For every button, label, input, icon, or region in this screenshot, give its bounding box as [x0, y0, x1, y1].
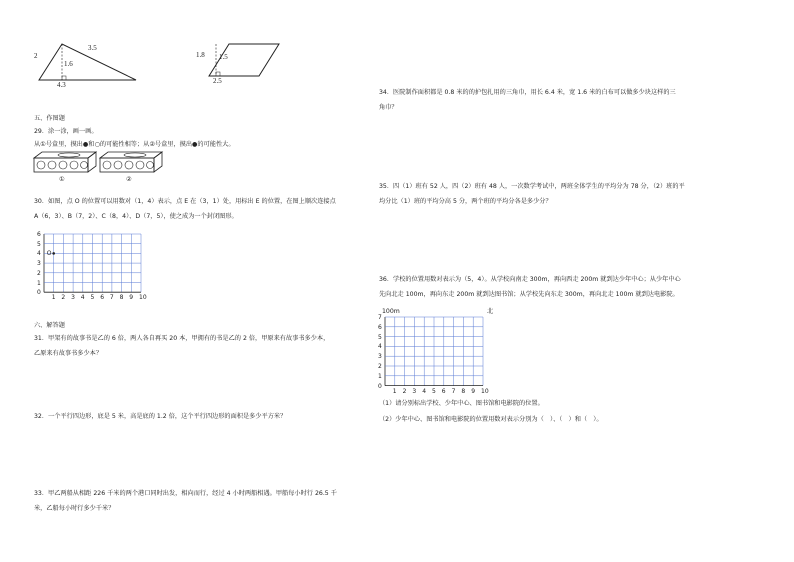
q36-line2: 先向北走 100m，再向东走 200m 就到达图书馆；从学校先向东走 300m，再向北走 100m 就到达电影院。 [379, 291, 679, 298]
q33-line2: 米，乙船每小时行多少千米？ [34, 505, 115, 512]
q29-text: 29．涂一涂，画一画。 [34, 128, 98, 135]
point-o-label: O [46, 250, 52, 258]
q30-xtick: 7 [109, 294, 114, 302]
point-o [52, 252, 55, 255]
q35-line2: 均分比（1）班的平均分高 5 分，两个班的平均分各是多少分？ [379, 198, 552, 205]
q30-ytick: 3 [37, 260, 41, 268]
q31-line1: 31．甲架有的故事书是乙的 6 倍，两人各自再买 20 本，甲拥有的书是乙的 2 倍，甲原来有故事书多少本， [34, 335, 330, 342]
q30-ytick: 0 [37, 289, 41, 297]
triangle-side-b: 3.5 [88, 44, 97, 52]
q36-ytick: 0 [378, 382, 382, 390]
q30-line2: A（6，3）、B（7，2）、C（8，4）、D（7，5），使之成为一个封闭图形。 [34, 213, 238, 220]
q36-sub1: （1）请分别标出学校、少年中心、图书馆和电影院的位置。 [379, 400, 544, 407]
box2-label: ② [126, 176, 132, 183]
parallelogram-base: 2.5 [213, 77, 222, 85]
q33-line1: 33．甲乙两船从相距 226 千米的两个港口同时出发，相向而行，经过 4 小时两船相遇。甲船每小时行 26.5 千 [34, 490, 337, 497]
q30-xtick: 1 [51, 294, 56, 302]
q36-north: 北 [487, 308, 494, 315]
q36-xtick: 1 [392, 387, 397, 395]
q30-ytick: 4 [37, 250, 41, 258]
q36-ytick: 5 [378, 333, 382, 341]
q30-xtick: 9 [129, 294, 134, 302]
q29-sub: 从①号盒里，摸出●和○的可能性相等；从②号盒里，摸出●的可能性大。 [34, 141, 235, 148]
q36-ytick: 2 [378, 363, 382, 370]
q36-xtick: 8 [461, 387, 466, 395]
q36-ytick: 3 [378, 353, 382, 361]
parallelogram-side: 1.8 [196, 51, 205, 59]
triangle-height: 1.6 [64, 60, 73, 68]
q36-xtick: 6 [441, 387, 446, 395]
q36-xtick: 10 [481, 387, 489, 395]
q30-xtick: 2 [61, 294, 66, 302]
q30-xtick: 8 [119, 294, 124, 302]
q30-xtick: 4 [80, 294, 85, 302]
box1-label: ① [59, 176, 65, 183]
q36-xtick: 4 [422, 387, 427, 395]
q30-ytick: 1 [37, 279, 41, 287]
q34-line2: 角巾？ [379, 104, 398, 111]
q30-xtick: 3 [71, 294, 75, 302]
q36-xtick: 2 [402, 387, 407, 395]
q30-xtick: 10 [139, 294, 147, 302]
q35-line1: 35．四（1）班有 52 人，四（2）班有 48 人，一次数学考试中，两班全体学生的平均分为 78 分，（2）班的平 [379, 183, 685, 190]
q36-xtick: 3 [412, 387, 417, 395]
q34-line1: 34．医院制作面积都是 0.8 米的的护包扎用的三角巾，用长 6.4 米，宽 1.6 米的白布可以做多少块这样的三 [379, 89, 676, 96]
q32-text: 32．一个平行四边形，底是 5 米，高是底的 1.2 倍，这个平行四边形的面积是多少平方米？ [34, 413, 287, 420]
q36-scale: 100m [382, 308, 400, 315]
parallelogram-height: 1.5 [219, 53, 228, 61]
q36-ytick: 7 [378, 314, 382, 321]
q30-xtick: 6 [100, 294, 105, 302]
q31-line2: 乙原来有故事书多少本？ [34, 350, 103, 357]
q36-xtick: 7 [451, 387, 456, 395]
triangle-side-a: 2 [34, 52, 38, 60]
q30-ytick: 6 [37, 231, 41, 238]
section5-title: 五、作图题 [34, 115, 65, 122]
q36-ytick: 4 [378, 343, 382, 351]
q36-ytick: 6 [378, 323, 382, 331]
q30-xtick: 5 [90, 294, 95, 302]
q36-xtick: 5 [432, 387, 436, 395]
q30-ytick: 2 [37, 269, 41, 277]
q30-ytick: 5 [37, 240, 41, 248]
section6-title: 六、解答题 [34, 322, 65, 329]
q36-xtick: 9 [471, 387, 476, 395]
q36-sub2: （2）少年中心、图书馆和电影院的位置用数对表示分别为（ ）、（ ）和（ ）。 [379, 416, 603, 423]
q36-line1: 36．学校的位置用数对表示为（5，4）。从学校向南走 300m，再向西走 200m 就到达少年中心；从少年中心 [379, 276, 681, 283]
q30-line1: 30．如图，点 O 的位置可以用数对（1，4）表示，点 E 在（3，1）处，用标出 E 的位置，在图上顺次连接点 [34, 198, 336, 205]
triangle-base: 4.3 [57, 81, 66, 89]
q36-ytick: 1 [378, 372, 382, 380]
